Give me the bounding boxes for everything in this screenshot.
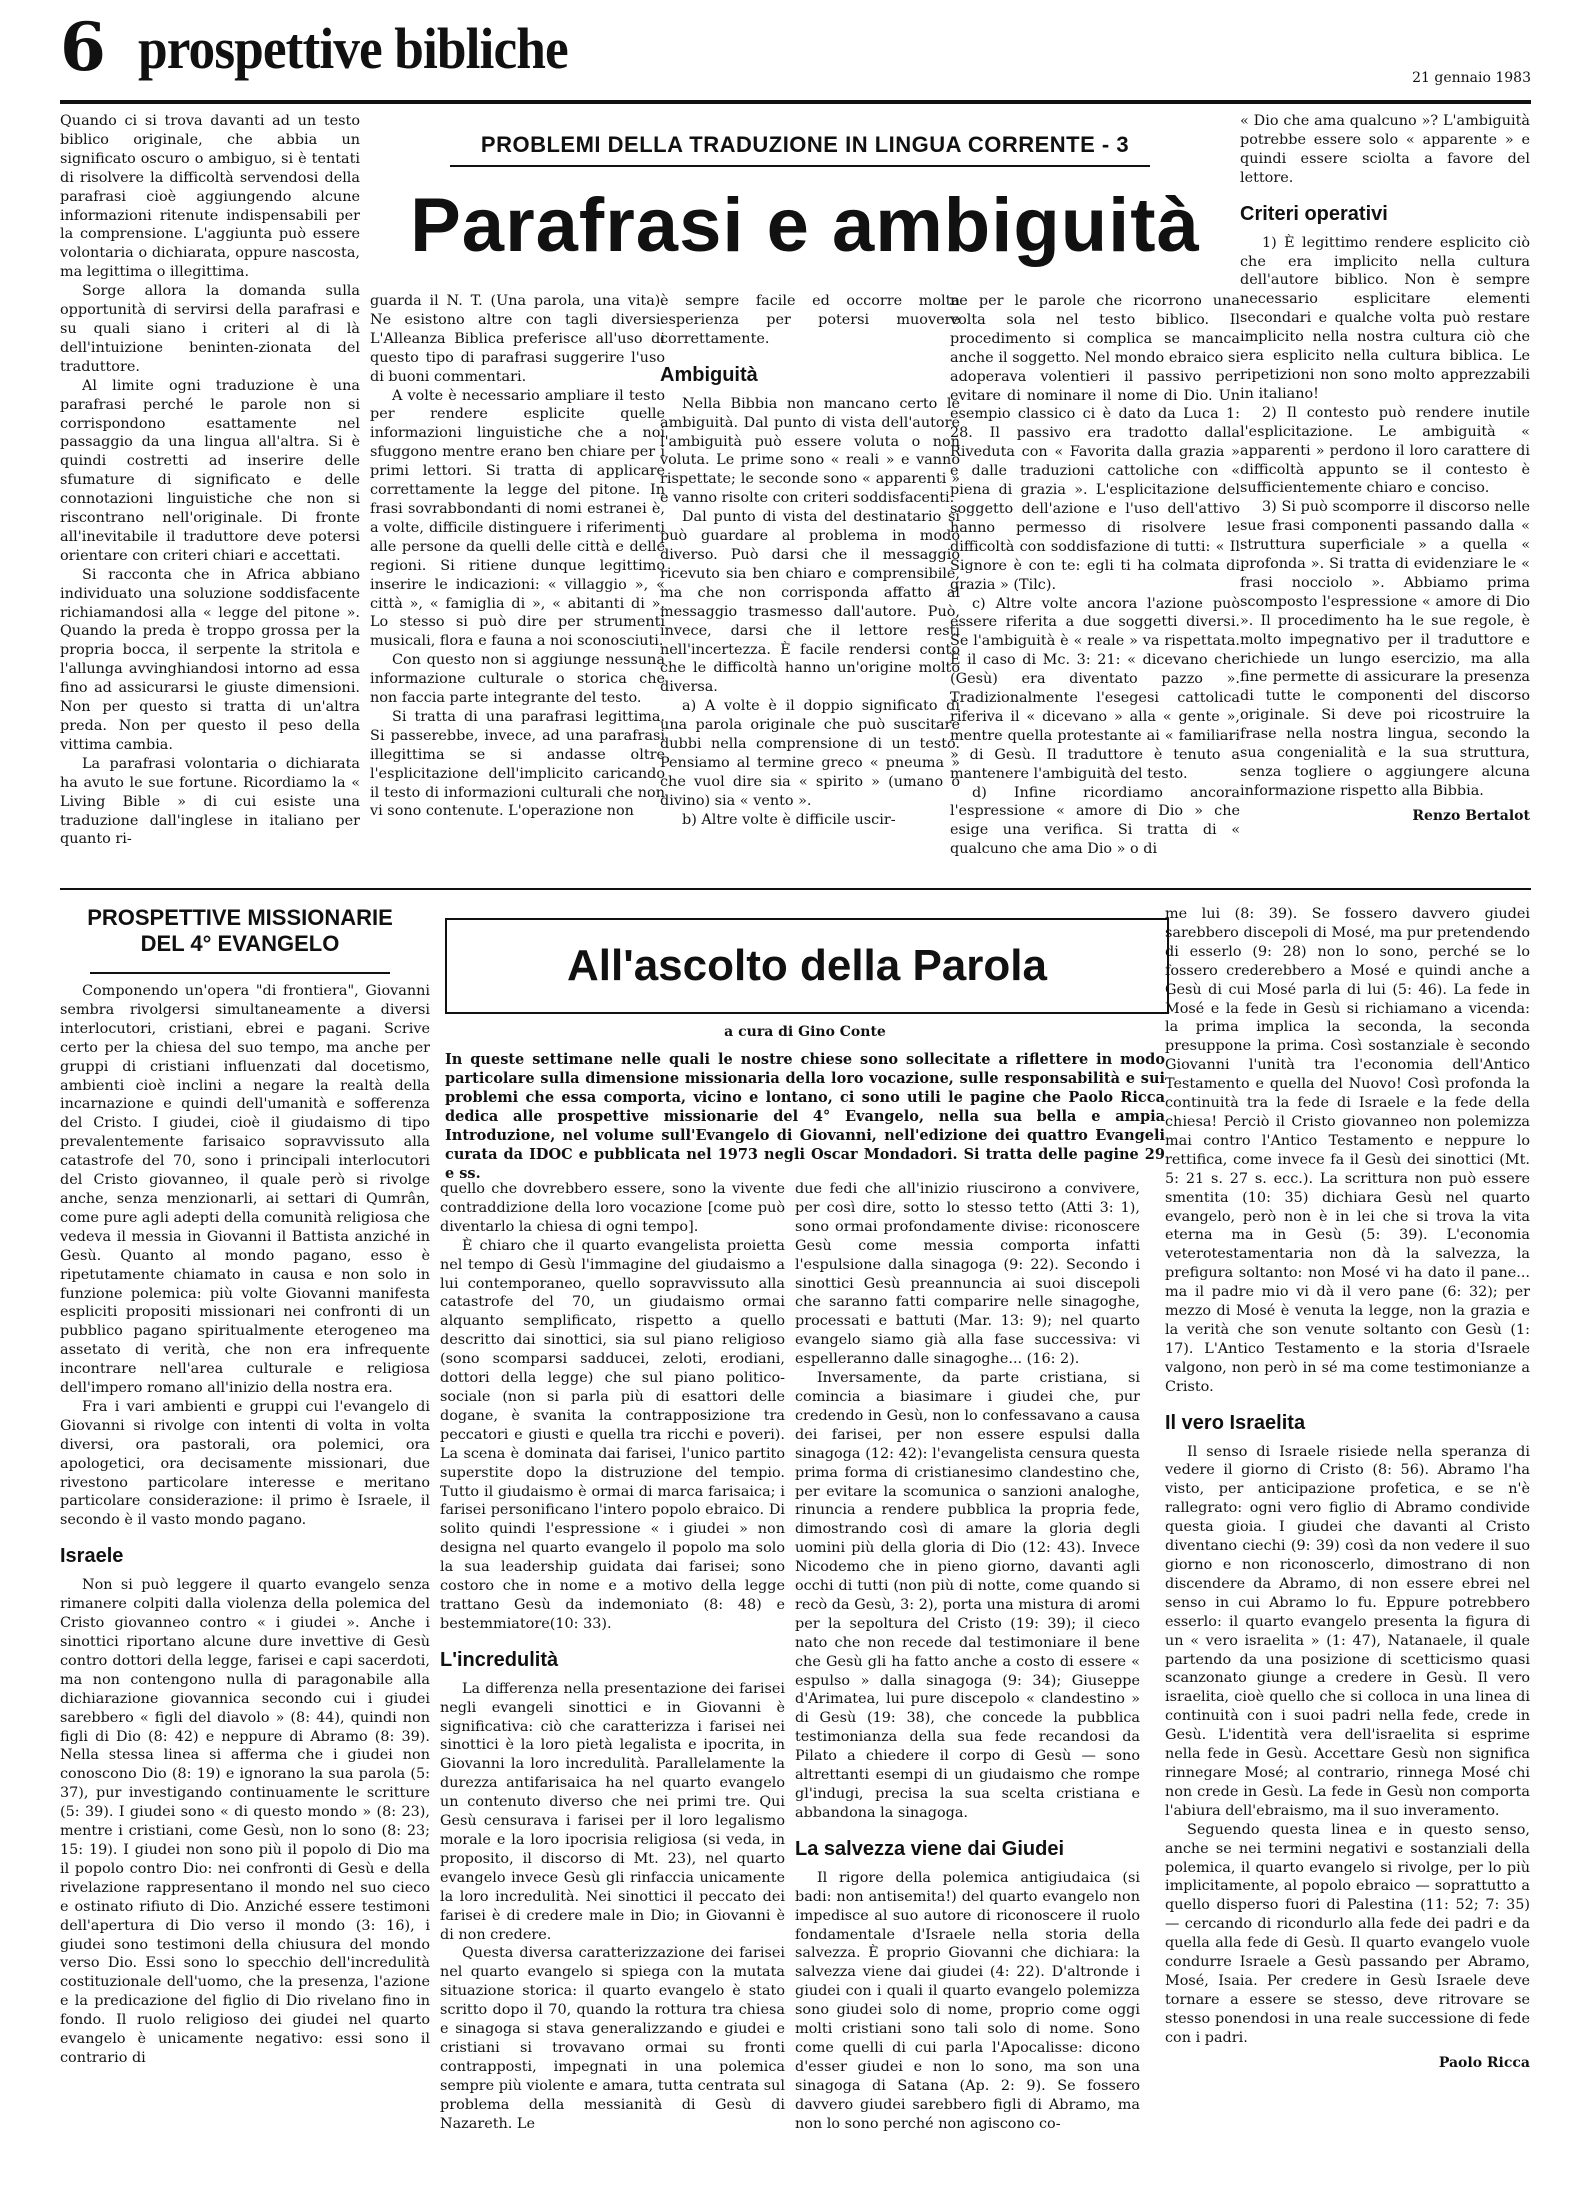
top-article-col5 xyxy=(1240,112,1530,826)
top-article-kicker: PROBLEMI DELLA TRADUZIONE IN LINGUA CORRENTE - 3 xyxy=(480,132,1130,157)
heading-criteri-operativi: Criteri operativi xyxy=(1240,202,1388,225)
paragraph: Questa diversa caratterizzazione dei farisei nel quarto evangelo si spiega con la mutata situazione storica: il quarto evangelo è stato scritto dopo il 70, quando la rottura tra chiesa e sinagoga si stava generalizzando e giudei e cristiani si trovavano ormai su fronti contrapposti, impegnati in una polemica sempre più violente e amara, tutta centrata sul problema della messianità di Gesù di Nazareth. Le xyxy=(440,1945,785,2132)
paragraph: b) Altre volte è difficile uscir- xyxy=(682,811,896,828)
paragraph: 1) È legittimo rendere esplicito ciò che era implicito nella cultura dell'autore biblico. Non è sempre necessario esplicitare elementi secondari e qualche volta può restare implicito nella nostra cultura ciò che era esplicito nella cultura biblica. Le ripetizioni non sono molto apprezzabili in italiano! xyxy=(1240,234,1530,402)
paragraph: 2) Il contesto può rendere inutile l'esplicitazione. Le ambiguità « apparenti » perdono il loro carattere di difficoltà appunto se il contesto è sufficientemente chiaro e conciso. xyxy=(1240,404,1530,497)
signature-bertalot: Renzo Bertalot xyxy=(1412,807,1530,824)
paragraph: Si tratta di una parafrasi legittima. Si passerebbe, invece, ad una parafrasi illegittima se si andasse oltre l'esplicitazione dell'implicito caricando il testo di informazioni culturali che non vi sono contenute. L'operazione non xyxy=(370,708,665,820)
paragraph: La differenza nella presentazione dei farisei negli evangeli sinottici e in Giovanni è significativa: ciò che caratterizza i farisei nei sinottici è la loro pietà legalista e ipocrita, in Giovanni la loro incredulità. Parallelamente la durezza antifarisaica ha nel quarto evangelo un contenuto diverso che nei primi tre. Qui Gesù censurava i farisei per il loro legalismo morale e la loro ipocrisia religiosa (si veda, in proposito, il discorso di Mt. 23), nel quarto evangelo invece Gesù gli rinfaccia unicamente la loro incredulità. Nei sinottici il peccato dei farisei è di credere male in Dio; in Giovanni è di non credere. xyxy=(440,1680,785,1943)
paragraph: Dal punto di vista del destinatario si può guardare al problema in modo diverso. Può darsi che il messaggio ricevuto sia ben chiaro e comprensibile, ma che non corrisponda affatto al messaggio trasmesso dall'autore. Può, invece, darsi che il lettore resti nell'incertezza. È facile rendersi conto che le difficoltà hanno un'origine molto diversa. xyxy=(660,509,960,696)
paragraph: Inversamente, da parte cristiana, si comincia a biasimare i giudei che, pur credendo in Gesù, non lo confessavano a causa dei farisei, per non essere espulsi dalla sinagoga (12: 42): l'evangelista censura questa prima forma di cristianesimo clandestino che, per evitare la scomunica o sanzioni analoghe, rinuncia a rendere pubblica la propria fede, dimostrando così di amare la gloria degli uomini più della gloria di Dio (12: 43). Invece Nicodemo che in pieno giorno, davanti agli occhi di tutti (non più di notte, come quando si recò da Gesù, 3: 2), porta una mistura di aromi per la sepoltura del Cristo (19: 39); il cieco nato che non recede dal testimoniare il bene che Gesù gli ha fatto anche a costo di essere « espulso » dalla sinagoga (9: 34); Giuseppe d'Arimatea, lui pure discepolo « clandestino » di Gesù (19: 38), che concede la pubblica testimonianza della sua fede recandosi da Pilato a chiedere il corpo di Gesù — sono altrettanti esempi di un giudaismo che rompe gl'indugi, precisa la sua scelta cristiana e abbandona la sinagoga. xyxy=(795,1370,1140,1821)
paragraph: Non si può leggere il quarto evangelo senza rimanere colpiti dalla violenza della polemica del Cristo giovanneo contro « i giudei ». Anche i sinottici riportano alcune dure invettive di Gesù contro dottori della legge, farisei e capi sacerdoti, ma non contengono nulla di paragonabile alla dichiarazione giovannica secondo cui i giudei sarebbero « figli del diavolo » (8: 44), quindi non figli di Dio (8: 42) e neppure di Abramo (8: 39). Nella stessa linea si afferma che i giudei non conoscono Dio (8: 19) e ignorano la sua parola (5: 37), pur investigando continuamente le scritture (5: 39). I giudei sono « di questo mondo » (8: 23), mentre i cristiani, come Gesù, non lo sono (8: 23; 15: 19). I giudei non sono più il popolo di Dio ma il popolo contro Dio: nei confronti di Gesù e della rivelazione rappresentano il mondo nel suo cieco e ostinato rifiuto di Dio. Anziché essere testimoni dell'apertura di Dio verso il mondo (3: 16), i giudei sono testimoni della chiusura del mondo verso Dio. Essi sono lo specchio dell'incredulità costituzionale dell'uomo, che la presenza, l'azione e la predicazione del figlio di Dio rivelano fino in fondo. Il ruolo religioso dei giudei nel quarto evangelo è unicamente negativo: essi sono il contrario di xyxy=(60,1577,430,2066)
ascolto-title: All'ascolto della Parola xyxy=(567,941,1047,990)
paragraph: quello che dovrebbero essere, sono la vivente contraddizione della loro vocazione [come può diventarlo la chiesa di ogni tempo]. xyxy=(440,1181,785,1235)
left-heading-rule xyxy=(90,972,390,974)
paragraph: Componendo un'opera "di frontiera", Giovanni sembra rivolgersi simultaneamente a diversi interlocutori, cristiani, ebrei e pagani. Scrive certo per la chiesa del suo tempo, ma anche per gruppi di cristiani influenzati dal docetismo, ambienti cioè inclini a negare la realtà della incarnazione e quindi dell'umanità e sofferenza del Cristo. I giudei, cioè il giudaismo di tipo prevalentemente farisaico sopravvissuto alla catastrofe del 70, sono i principali interlocutori del Cristo giovanneo, il quale però si rivolge anche, senza menzionarli, ai settari di Qumrân, come pure agli adepti della comunità religiosa che vedeva il messia in Giovanni il Battista anziché in Gesù. Quanto al mondo pagano, esso è ripetutamente chiamato in causa e non solo in funzione polemica: più volte Giovanni manifesta espliciti propositi missionari nei confronti di un pubblico pagano spiritualmente eterogeneo ma assetato di verità, che non era infrequente incontrare nell'area culturale e religiosa dell'impero romano all'inizio della nostra era. xyxy=(60,983,430,1397)
left-title-line2: DEL 4° EVANGELO xyxy=(140,931,340,957)
top-article-col3 xyxy=(660,292,960,830)
paragraph: Con questo non si aggiunge nessuna informazione culturale o storica che non faccia parte integrante del testo. xyxy=(370,652,665,707)
signature-ricca: Paolo Ricca xyxy=(1438,2054,1530,2071)
paragraph: ne per le parole che ricorrono una volta sola nel testo biblico. Il procedimento si complica se manca anche il soggetto. Nel mondo ebraico si adoperava volentieri il passivo per evitare di nominare il nome di Dio. Un esempio classico ci è dato da Luca 1: 28. Il passivo era tradotto dalla Riveduta con « Favorita dalla grazia » e dalle traduzioni cattoliche con « piena di grazia ». L'esplicitazione del soggetto dell'azione e l'uso dell'attivo hanno permesso di risolvere le difficoltà con soddisfazione di tutti: « Il Signore è con te: egli ti ha colmata di grazia » (Tilc). xyxy=(950,293,1240,593)
paragraph: guarda il N. T. (Una parola, una vita). Ne esistono altre con tagli diversi. L'Alleanza Biblica preferisce all'uso di questo tipo di parafrasi suggerire l'uso di buoni commentari. xyxy=(370,293,665,385)
ascolto-curator: a cura di Gino Conte xyxy=(724,1024,886,1040)
left-article-col1 xyxy=(60,982,430,2068)
paragraph: è sempre facile ed occorre molta esperienza per potersi muovere correttamente. xyxy=(660,293,960,347)
paragraph: me lui (8: 39). Se fossero davvero giudei sarebbero discepoli di Mosé, ma pur pretendendo di esserlo (9: 28) non lo sono, perché se lo fossero crederebbero a Mosé e quindi anche a Gesù di cui Mosé parla di lui (5: 46). La fede in Mosé e la fede in Gesù si richiamano a vicenda: la prima implica la seconda, la seconda presuppone la prima. Così sostanziale è secondo Giovanni l'unità tra l'economia dell'Antico Testamento e quella del Nuovo! Così profonda la continuità tra la fede di Israele e la fede della chiesa! Perciò il Cristo giovanneo non polemizza mai contro l'Antico Testamento e neppure lo rettifica, come invece fa il Gesù dei sinottici (Mt. 5: 21 s. 27 s. ecc.). La scrittura non può essere smentita (10: 35) dichiara Gesù nel quarto evangelo, però non è in lei che si trova la vita eterna ma in Gesù (5: 39). L'economia veterotestamentaria non dà la salvezza, la prefigura soltanto: non Mosé vi ha dato il pane... ma il padre mio vi dà il vero pane (6: 32); per mezzo di Mosé è venuta la legge, non la grazia e la verità che son venute soltanto con Gesù (1: 17). L'Antico Testamento e la storia d'Israele valgono, non però in sé ma come testimonianze a Cristo. xyxy=(1165,906,1530,1395)
paragraph: Seguendo questa linea e in questo senso, anche se nei termini negativi e sostanziali della polemica, il quarto evangelo si rivolge, per lo più implicitamente, al popolo ebraico — soprattutto a quello disperso fuori di Palestina (11: 52; 7: 35) — cercando di ricondurlo alla fede dei padri e da quella alla fede di Gesù. Il quarto evangelo vuole condurre Israele a Gesù passando per Abramo, Mosé, Isaia. Per credere in Gesù Israele deve tornare a essere se stesso, deve ritrovare se stesso ponendosi in una reale successione di fede con i padri. xyxy=(1165,1821,1530,2046)
paragraph: Al limite ogni traduzione è una parafrasi perché le parole non si corrispondono esattamente nel passaggio da una lingua all'altra. Si è quindi costretti ad inserire delle sfumature di significato e delle connotazioni linguistiche che non si riscontrano nell'originale. Di fronte all'inevitabile il traduttore deve potersi orientare con criteri chiari e accettati. xyxy=(60,377,360,564)
paragraph: c) Altre volte ancora l'azione può essere riferita a due soggetti diversi. Se l'ambiguità è « reale » va rispettata. È il caso di Mc. 3: 21: « dicevano che (Gesù) era diventato pazzo ». Tradizionalmente l'esegesi cattolica riferiva il « dicevano » alla « gente », mentre quella protestante ai « familiari » di Gesù. Il traduttore è tenuto a mantenere l'ambiguità del testo. xyxy=(950,595,1240,782)
heading-israele: Israele xyxy=(60,1545,124,1568)
ascolto-col2 xyxy=(440,1180,785,2134)
top-article-col4 xyxy=(950,292,1240,859)
left-article-heading xyxy=(60,905,420,966)
top-article-title: Parafrasi e ambiguità xyxy=(410,183,1200,268)
page-number: 6 xyxy=(60,8,105,86)
ascolto-intro: In queste settimane nelle quali le nostre chiese sono sollecitate a riflettere in modo particolare sulla dimensione missionaria della loro vocazione, sulle responsabilità e sui problemi che essa comporta, vicino e lontano, ci sono utili le pagine che Paolo Ricca dedica alle prospettive missionarie del 4° Evangelo, nella sua bella e ampia Introduzione, nel volume sull'Evangelo di Giovanni, nell'edizione dei quattro Evangeli curata da IDOC e pubblicata nel 1973 negli Oscar Mondadori. Si tratta delle pagine 29 e ss. xyxy=(445,1051,1165,1182)
heading-ambiguita: Ambiguità xyxy=(660,363,758,386)
paragraph: 3) Si può scomporre il discorso nelle sue frasi componenti passando dalla « struttura superficiale » a quella « profonda ». Si tratta di evidenziare le « frasi nocciolo ». Abbiamo prima scomposto l'espressione « amore di Dio ». Il procedimento ha le sue regole, è molto impegnativo per il traduttore e richiede un lungo esercizio, ma alla fine permette di assicurare la presenza di tutte le componenti del discorso originale. Si deve poi ricostruire la frase nella nostra lingua, secondo la sua congenialità e la sua struttura, senza togliere o aggiungere alcuna informazione rispetto alla Bibbia. xyxy=(1240,499,1530,799)
paragraph: È chiaro che il quarto evangelista proietta nel tempo di Gesù l'immagine del giudaismo a lui contemporaneo, quello sopravvissuto alla catastrofe del 70, un giudaismo ormai alquanto semplificato, rispetto a quello descritto dai sinottici, sia sul piano religioso (sono scomparsi sadducei, zeloti, erodiani, dottori della legge) che sul piano politico-sociale (non si parla più di esattori delle dogane, è svanita la contrapposizione tra peccatori e giusti e quella tra ricchi e poveri). La scena è dominata dai farisei, l'unico partito superstite dopo la distruzione del tempio. Tutto il giudaismo è ormai di marca farisaica; i farisei personificano l'intero popolo ebraico. Di solito quindi l'espressione « i giudei » non designa nel quarto evangelo il popolo ma solo la sua leadership guidata dai farisei; sono costoro che in nome e a motivo della legge trattano Gesù da indemoniato (8: 48) e bestemmiatore(10: 33). xyxy=(440,1237,785,1632)
paragraph: A volte è necessario ampliare il testo per rendere esplicite quelle informazioni linguistiche che a noi sfuggono mentre erano ben chiare per i primi lettori. Si tratta di applicare correttamente la legge del pitone. In frasi sovrabbondanti di nomi estranei è, a volte, difficile distinguere i riferimenti alle persone da quelli delle città e delle regioni. Si ritiene dunque legittimo inserire le indicazioni: « villaggio », « città », « famiglia di », « abitanti di ». Lo stesso si può dire per strumenti musicali, flora e fauna a noi sconosciuti. xyxy=(370,387,665,650)
issue-date: 21 gennaio 1983 xyxy=(1412,70,1531,86)
paragraph: Si racconta che in Africa abbiano individuato una soluzione soddisfacente richiamandosi alla « legge del pitone ». Quando la preda è troppo grossa per la propria bocca, il serpente la stritola e l'allunga avvinghiandosi intorno ad essa fino ad assicurarsi le giuste dimensioni. Non per questo si tratta di un'altra preda. Non per questo il peso della vittima cambia. xyxy=(60,566,360,753)
paragraph: Quando ci si trova davanti ad un testo biblico originale, che abbia un significato oscuro o ambiguo, si è tentati di risolvere la difficoltà servendosi della parafrasi cioè aggiungendo alcune informazioni ritenute indispensabili per la comprensione. L'aggiunta può essere volontaria o dichiarata, oppure nascosta, ma legittima o illegittima. xyxy=(60,113,360,281)
paragraph: Il senso di Israele risiede nella speranza di vedere il giorno di Cristo (8: 56). Abramo l'ha visto, per anticipazione profetica, e se n'è rallegrato: ogni vero figlio di Abramo condivide questa gioia. I giudei che davanti al Cristo diventano ciechi (9: 39) così da non vedere il suo giorno e non riconoscerlo, dimostrano di non discendere da Abramo, di non essere ebrei nel senso in cui Abramo lo fu. Eppure potrebbero esserlo: il quarto evangelo presenta la figura di un « vero israelita » (1: 47), Natanaele, il quale partendo da una posizione di scetticismo quasi scanzonato giunge a credere in Gesù. Il vero israelita, cioè quello che si colloca in una linea di continuità con i suoi padri nella fede, crede in Gesù. L'identità vera dell'israelita si esprime nella fede in Gesù. Accettare Gesù non significa rinnegare Mosé; al contrario, rinnega Mosé chi non crede in Gesù. La fede in Gesù non comporta l'abiura dell'ebraismo, ma il suo inveramento. xyxy=(1165,1443,1530,1819)
paragraph: La parafrasi volontaria o dichiarata ha avuto le sue fortune. Ricordiamo la « Living Bible » di cui esiste una traduzione dall'inglese in italiano per quanto ri- xyxy=(60,755,360,848)
ascolto-col3 xyxy=(795,1180,1140,2134)
paragraph: Fra i vari ambienti e gruppi cui l'evangelo di Giovanni si rivolge con intenti di volta in volta diversi, ora pastorali, ora polemici, ora apologetici, ora decisamente missionari, due rivestono particolare interesse e meritano particolare considerazione: il primo è Israele, il secondo è il vasto mondo pagano. xyxy=(60,1398,430,1529)
top-article-col1 xyxy=(60,112,360,849)
section-divider xyxy=(60,888,1531,890)
paragraph: a) A volte è il doppio significato di una parola originale che può suscitare dubbi nella comprensione di un testo. Pensiamo al termine greco « pneuma » che vuol dire sia « spirito » (umano o divino) sia « vento ». xyxy=(660,698,960,809)
paragraph: « Dio che ama qualcuno »? L'ambiguità potrebbe essere solo « apparente » e quindi essere sciolta a favore del lettore. xyxy=(1240,113,1530,186)
left-title-line1: PROSPETTIVE MISSIONARIE xyxy=(87,905,393,930)
ascolto-col4 xyxy=(1165,905,1530,2072)
masthead-rule xyxy=(60,100,1531,104)
ascolto-title-box xyxy=(445,918,1169,1014)
paragraph: d) Infine ricordiamo ancora l'espressione « amore di Dio » che esige una verifica. Si tratta di « qualcuno che ama Dio » o di xyxy=(950,784,1240,858)
paragraph: due fedi che all'inizio riuscirono a convivere, per così dire, sotto lo stesso tetto (Atti 3: 1), sono ormai profondamente divise: riconoscere Gesù come messia comporta infatti l'espulsione dalla sinagoga (9: 22). Secondo i sinottici Gesù preannuncia ai suoi discepoli che saranno fatti comparire nelle sinagoghe, processati e battuti (Mar. 13: 9); nel quarto evangelo siamo già alla fase successiva: vi espelleranno dalle sinagoghe... (16: 2). xyxy=(795,1181,1140,1368)
paragraph: Nella Bibbia non mancano certo le ambiguità. Dal punto di vista dell'autore l'ambiguità può essere voluta o non voluta. Le prime sono « reali » e vanno rispettate; le seconde sono « apparenti » e vanno risolte con criteri soddisfacenti. xyxy=(660,395,960,507)
kicker-rule xyxy=(450,165,1150,167)
heading-salvezza: La salvezza viene dai Giudei xyxy=(795,1837,1065,1860)
section-title: prospettive bibliche xyxy=(138,16,568,81)
heading-incredulita: L'incredulità xyxy=(440,1648,559,1671)
top-article-col2 xyxy=(370,292,665,821)
paragraph: Sorge allora la domanda sulla opportunità di servirsi della parafrasi e su quali siano i criteri al di là dell'intuizione beninten-zionata del traduttore. xyxy=(60,283,360,375)
paragraph: Il rigore della polemica antigiudaica (si badi: non antisemita!) del quarto evangelo non impedisce al suo autore di riconoscere il ruolo fondamentale d'Israele nella storia della salvezza. È proprio Giovanni che dichiara: la salvezza viene dai giudei (4: 22). D'altronde i giudei con i quali il quarto evangelo polemizza sono giudei solo di nome, proprio come oggi molti cristiani sono tali solo di nome. Sono come quelli di cui parla l'Apocalisse: dicono d'esser giudei e non lo sono, ma son una sinagoga di Satana (Ap. 2: 9). Se fossero davvero giudei sarebbero figli di Abramo, ma non lo sono perché non agiscono co- xyxy=(795,1869,1140,2132)
heading-vero-israelita: Il vero Israelita xyxy=(1165,1411,1306,1434)
